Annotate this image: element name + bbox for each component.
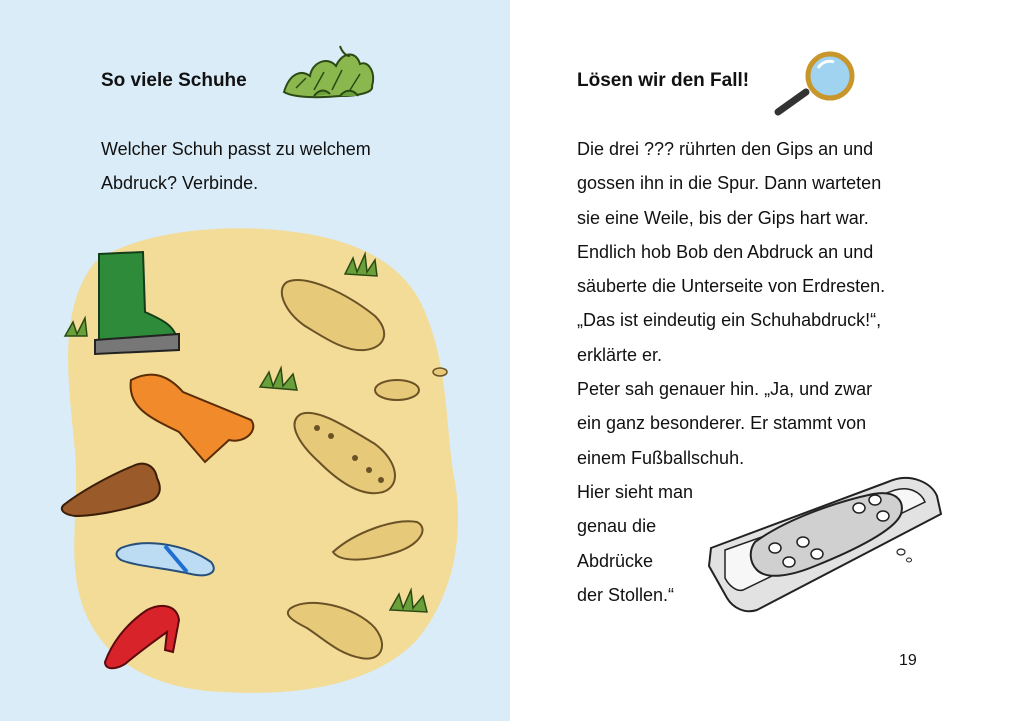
magnifying-glass-icon <box>772 50 862 120</box>
story-line: Peter sah genauer hin. „Ja, und zwar <box>577 379 873 400</box>
story-line: gossen ihn in die Spur. Dann warteten <box>577 173 882 194</box>
bush-icon <box>280 42 380 100</box>
story-line: Endlich hob Bob den Abdruck an und <box>577 241 874 262</box>
story-line: „Das ist eindeutig ein Schuhabdruck!“, <box>577 310 882 331</box>
story-line: der Stollen.“ <box>577 584 675 605</box>
story-line: Abdrücke <box>577 550 654 571</box>
story-line: sie eine Weile, bis der Gips hart war. <box>577 207 869 228</box>
story-line: ein ganz besonderer. Er stammt von <box>577 413 867 434</box>
instruction-line: Welcher Schuh passt zu welchem <box>101 139 371 159</box>
story-line: genau die <box>577 516 657 537</box>
right-page <box>510 0 1020 721</box>
story-line: Die drei ??? rührten den Gips an und <box>577 139 874 159</box>
plaster-cast-illustration <box>705 470 945 620</box>
left-page-heading: So viele Schuhe <box>101 70 247 91</box>
story-line: erklärte er. <box>577 344 663 365</box>
instruction-text <box>101 132 371 201</box>
page-number: 19 <box>899 652 917 669</box>
story-line: einem Fußballschuh. <box>577 447 745 468</box>
story-line: Hier sieht man <box>577 481 694 502</box>
sand-illustration <box>55 222 465 697</box>
instruction-line: Abdruck? Verbinde. <box>101 173 259 194</box>
story-line: säuberte die Unterseite von Erdresten. <box>577 276 886 297</box>
right-page-heading: Lösen wir den Fall! <box>577 70 750 91</box>
